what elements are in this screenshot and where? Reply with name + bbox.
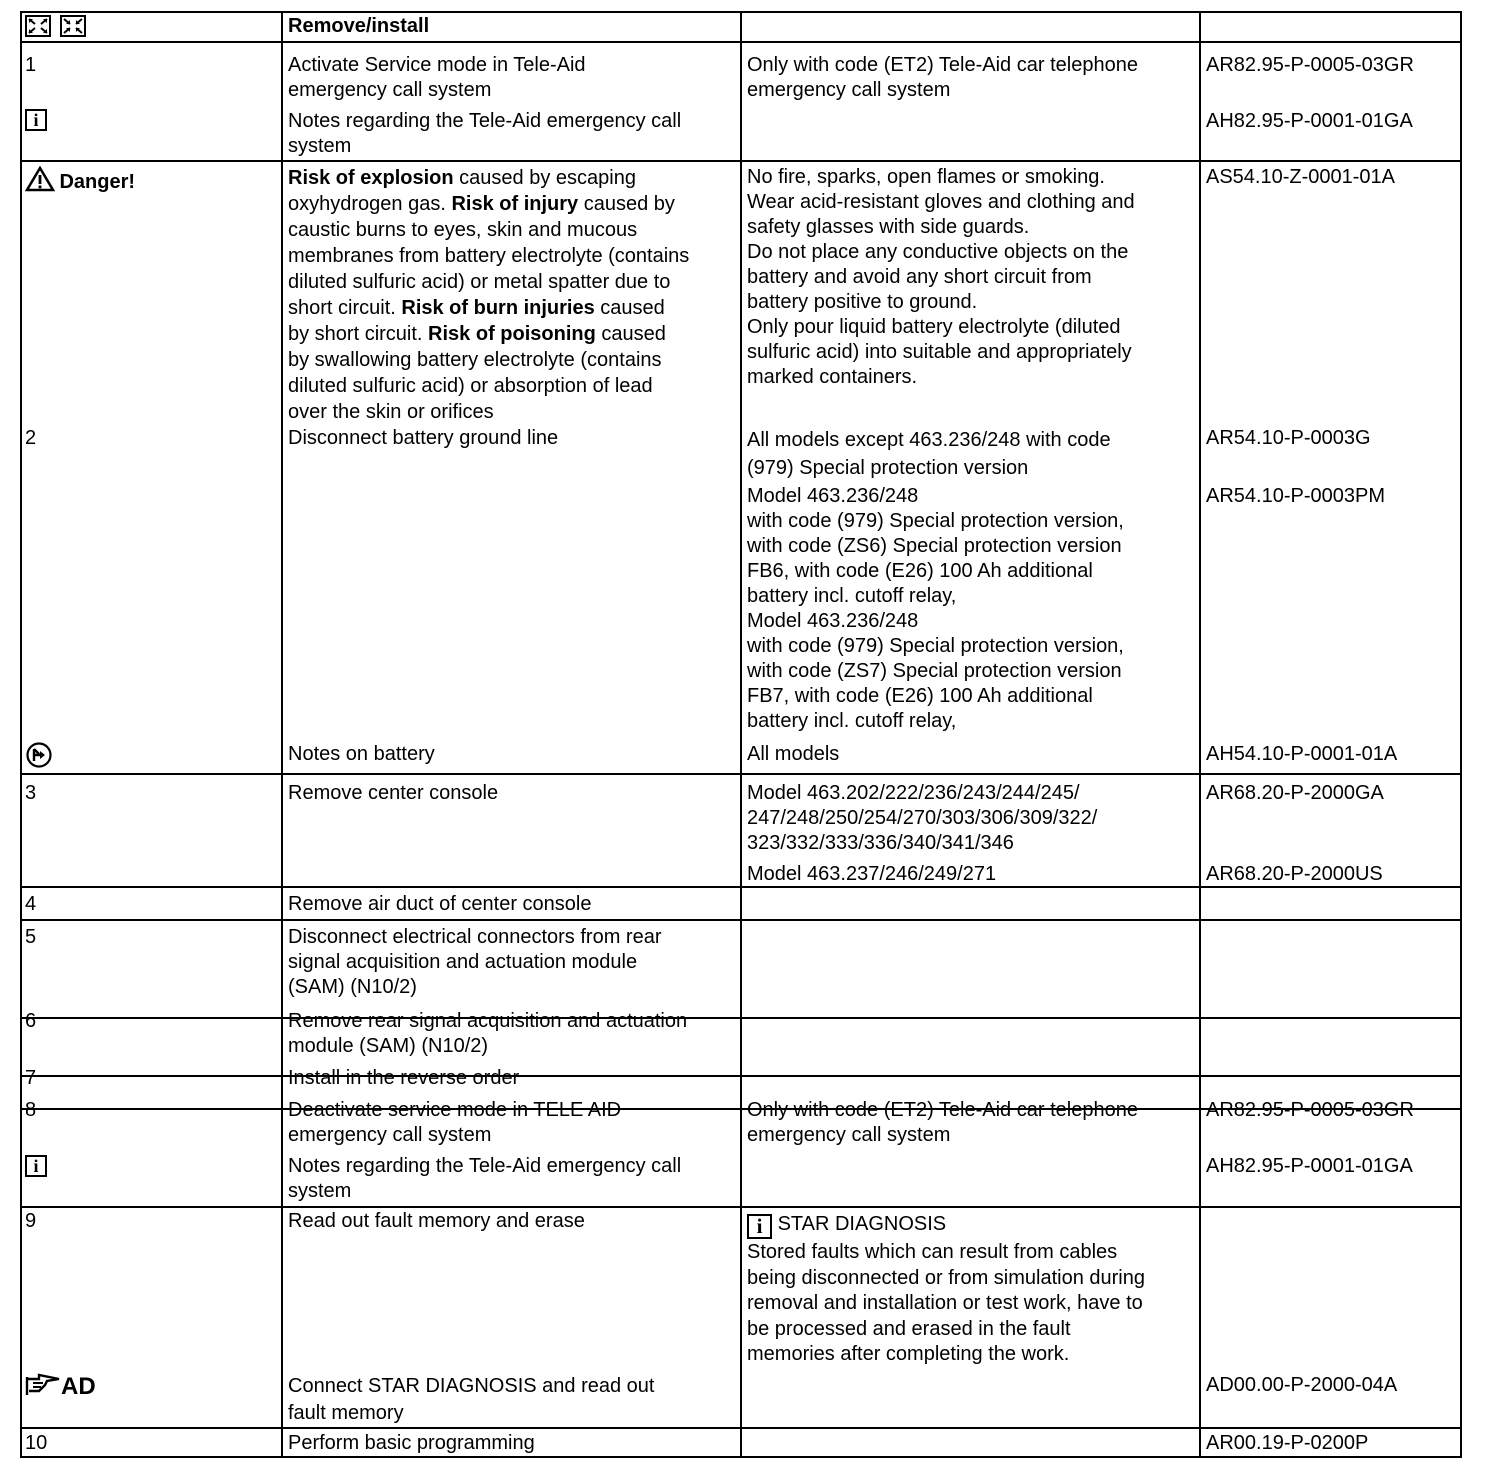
row-divider xyxy=(22,919,1460,921)
step-action: Notes regarding the Tele-Aid emergency call system xyxy=(288,110,682,157)
step-note: Model 463.236/248 with code (979) Special protection version, with code (ZS6) Special protection version FB6, with code (E26) 100 Ah additional battery incl. cutoff relay, Model 463.236/248 with code (979) Special protection version, with code (ZS7) Special protection version FB7, with code (E26) 100 Ah additional battery incl. cutoff relay, xyxy=(747,485,1124,732)
step-note: All models except 463.236/248 with code (979) Special protection version xyxy=(747,429,1111,479)
danger-note: No fire, sparks, open flames or smoking. Wear acid-resistant gloves and clothing and safety glasses with side guards. Do not place any conductive objects on the battery and avoid any short circuit from battery positive to ground. Only pour liquid battery electrolyte (diluted sulfuric acid) into suitable and appropriately marked containers. xyxy=(747,166,1135,388)
step-action: Disconnect electrical connectors from rear signal acquisition and actuation module (SAM) (N10/2) xyxy=(288,926,662,998)
document-reference-link[interactable]: AH82.95-P-0001-01GA xyxy=(1206,110,1413,132)
step-number: 3 xyxy=(25,782,37,804)
document-reference-link[interactable]: AR82.95-P-0005-03GR xyxy=(1206,1099,1414,1121)
danger-label-group xyxy=(25,166,135,194)
step-action: Deactivate service mode in TELE AID emergency call system xyxy=(288,1099,622,1146)
step-number: 8 xyxy=(25,1099,37,1121)
battery-note-icon xyxy=(25,742,53,773)
step-number: 6 xyxy=(25,1010,37,1032)
document-reference-link[interactable]: AR54.10-P-0003PM xyxy=(1206,485,1385,507)
step-action: Remove center console xyxy=(288,782,499,804)
document-reference-link[interactable]: AR54.10-P-0003G xyxy=(1206,427,1371,449)
repair-instructions-table xyxy=(20,11,1462,1458)
step-note: Model 463.237/246/249/271 xyxy=(747,863,997,885)
step-action: Disconnect battery ground line xyxy=(288,427,559,449)
star-diagnosis-ad-label: AD xyxy=(25,1373,96,1401)
danger-label: Danger! xyxy=(59,171,136,193)
step-action: Activate Service mode in Tele-Aid emergency call system xyxy=(288,54,586,101)
step-note: Only with code (ET2) Tele-Aid car telephone emergency call system xyxy=(747,54,1138,101)
document-reference-link[interactable]: AH82.95-P-0001-01GA xyxy=(1206,1155,1413,1177)
row-divider xyxy=(22,1075,1460,1077)
document-reference-link[interactable]: AS54.10-Z-0001-01A xyxy=(1206,166,1396,188)
star-diagnosis-title: i STAR DIAGNOSIS xyxy=(747,1212,1202,1239)
pointing-hand-icon xyxy=(25,1373,61,1397)
step-note: All models xyxy=(747,743,840,765)
row-divider xyxy=(22,1017,1460,1019)
document-reference-link[interactable]: AR68.20-P-2000GA xyxy=(1206,782,1384,804)
remove-icon xyxy=(25,15,51,42)
info-icon: i xyxy=(747,1214,772,1239)
info-icon: i xyxy=(25,109,47,131)
step-action: Install in the reverse order xyxy=(288,1067,520,1089)
step-number: 1 xyxy=(25,54,37,76)
document-reference-link[interactable]: AH54.10-P-0001-01A xyxy=(1206,743,1398,765)
step-action: Notes on battery xyxy=(288,743,435,765)
document-reference-link[interactable]: AD00.00-P-2000-04A xyxy=(1206,1374,1398,1396)
step-action: Notes regarding the Tele-Aid emergency call system xyxy=(288,1155,682,1202)
document-reference-link[interactable]: AR68.20-P-2000US xyxy=(1206,863,1383,885)
warning-triangle-icon xyxy=(25,166,55,192)
row-divider xyxy=(22,1206,1460,1208)
step-note: Stored faults which can result from cables being disconnected or from simulation during removal and installation or test work, have to be processed and erased in the fault memories after completing the work. xyxy=(747,1241,1145,1365)
step-note: Model 463.202/222/236/243/244/245/ 247/248/250/254/270/303/306/309/322/ 323/332/333/336/340/341/346 xyxy=(747,782,1098,854)
step-note: Only with code (ET2) Tele-Aid car telephone emergency call system xyxy=(747,1099,1138,1146)
document-reference-link[interactable]: AR00.19-P-0200P xyxy=(1206,1432,1369,1454)
table-title: Remove/install xyxy=(288,15,430,37)
step-number: 9 xyxy=(25,1210,37,1232)
step-action: Connect STAR DIAGNOSIS and read out fault memory xyxy=(288,1375,655,1424)
step-number: 7 xyxy=(25,1067,37,1089)
step-action: Remove rear signal acquisition and actuation module (SAM) (N10/2) xyxy=(288,1010,688,1057)
step-number: 2 xyxy=(25,427,37,449)
step-action: Perform basic programming xyxy=(288,1432,535,1454)
install-icon xyxy=(60,15,86,42)
step-number: 5 xyxy=(25,926,37,948)
row-divider xyxy=(22,1427,1460,1429)
row-divider xyxy=(22,41,1460,43)
column-divider xyxy=(740,13,742,1456)
row-divider xyxy=(22,773,1460,775)
column-divider xyxy=(281,13,283,1456)
document-reference-link[interactable]: AR82.95-P-0005-03GR xyxy=(1206,54,1414,76)
danger-text: Risk of explosion caused by escaping oxyhydrogen gas. Risk of injury caused by caustic burns to eyes, skin and mucous membranes from battery electrolyte (contains diluted sulfuric acid) or metal spatter due to short circuit. Risk of burn injuries caused by short circuit. Risk of poisoning caused by swallowing battery electrolyte (contains diluted sulfuric acid) or absorption of lead over the skin or orifices xyxy=(288,167,690,423)
step-number: 10 xyxy=(25,1432,48,1454)
step-action: Read out fault memory and erase xyxy=(288,1210,585,1232)
row-divider xyxy=(22,160,1460,162)
info-icon: i xyxy=(25,1155,47,1177)
step-number: 4 xyxy=(25,893,37,915)
step-action: Remove air duct of center console xyxy=(288,893,592,915)
